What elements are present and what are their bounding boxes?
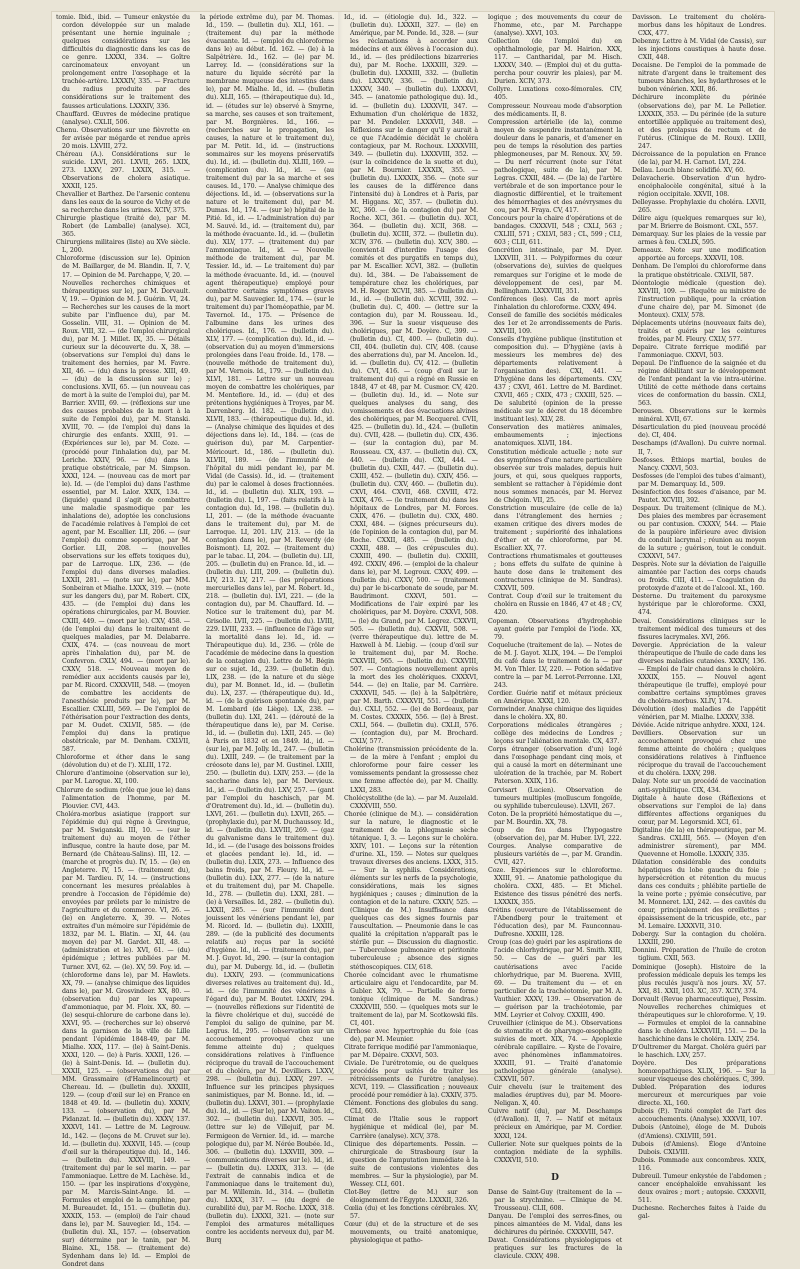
index-entry: Debenny. Lettre à M. Vidal (de Cassis), sur les injections caustiques à haute dose. CXII, 448. [632,38,766,62]
index-entry: Chlorure d'antimoine (observation sur le), par M. Larogue. XI, 100. [56,770,190,786]
index-entry: Depaire. Citrate ferrique modifié par l'ammoniaque. CXXVI, 503. [632,343,766,359]
index-entry: Désarticulation du pied (nouveau procédé de). CI, 404. [632,424,766,440]
index-entry: Dilatation considérable des conduits hépatiques du lobe gauche du foie ; hypersécrétion et rétention du mucus dans ces conduits ; phlébite partielle de la veine porte ; pyémie consécutive, par M. Monneret. LXI, 242. — des cavités du cœur, principalement des oreillettes ; épaississement de la tricuspide, etc., par M. Lemaire. LXXXVII, 310. [632,858,766,931]
index-entry: Denham. De l'emploi du chloroforme dans la pratique obstétricale. CXLVII, 587. [632,263,766,279]
index-entry: Constitution médicale actuelle ; note sur des symptômes d'une nature particulière observée sur trois malades, depuis huit jours, et qui, sous quelques rapports, semblent se rattacher à l'épidémie dont nous sommes menacés, par M. Hervez de Chégoin. VII, 25. [488,448,622,504]
index-entry: Dubois (P.). Traité complet de l'art des accouchements. (Analyse). XXXVII, 107. [632,1108,766,1124]
index-entry: Conservation des matières animales, embaumements ; injections anatomiques. XLVII, 184. [488,424,622,448]
index-entry: Déontologie médicale (question de). XXVIII, 109. — (Requête au ministre de l'instruction publique, pour la création d'une chaire de), par M. Simonet (de Monteux). CXLV, 578. [632,279,766,319]
index-entry: Déplacements utérins (nouveaux faits de), traités et guéris par les ceintures froides, par M. Fleury. CXLV, 577. [632,319,766,343]
index-entry: Dobergy. Sur la contagion du choléra. LXXIII, 290. [632,931,766,947]
index-entry: Depaul. De l'influence de la saignée et du régime débilitant sur le développement de l'enfant pendant la vie intra-utérine. Utilité de cette méthode dans certains vices de conformation du bassin. CXLI, 563. [632,360,766,408]
index-entry: Duchesne. Recherches faites à l'aide du gal- [632,1204,766,1220]
index-entry: Choléra-morbus asiatique (rapport sur l'épidémie du) qui règne à Grevingue, par M. Swiganski. III, 10. — (sur le traitement du) au moyen de l'éther influsque, contre la haute dose, par M. Bernard (de Château-Salins). III, 12. — (marche et progrès du). IV, 15. — (le) en Angleterre. IV, 15. — (traitement du), par M. Tardieu. IV, 14. — (instructions concernant les mesures préalables à prendre à l'occasion de l'épidémie de) envoyées par prélets par le ministre de l'agriculture et du commerce. VI, 26. — (le) en Angleterre. X, 39. — Notes extraites d'un mémoire sur l'épidémie de 1832, par M. L. Blatin. — XI, 44. (au moyen de) par M. Gardet. XII, 48. — (administration et le). XVI, 61. — (du) épidémique ; lettres publiées par M. Turner. XVI, 62. — (le). XV, 59. Foy. id. — (chloroforme dans le), par M. Hawlets. XX, 79. — (analyse chimique des liquides dans le), par M. Grosvindeer. XX, 80. — (observation du) par les vapeurs d'ammoniaque, par M. Floix. XX, 80. — (le) sesqui-chlorure de carbone dans le). XXVI, 95. — (recherches sur le) observé dans la garnison de la ville de Lille pendant l'épidémie 1848-49, par M. Mialhe. XXX, 117. — (le) à Saint-Denis. XXXI, 120. — (le) à Paris. XXXII, 126. — (le) à Saint-Denis. Id. — (bulletin du). XXXII, 125. — (observations du) par MM. Grassmaire (d'Hamelincourt) et Chereau. Id. — (bulletin du). XXXIII, 129. — (coup d'œil sur le) en France en 1848 et 49. Id. — (bulletin du). XXXIV, 133. — (observation du), par M. Pidanzat. Id. — (bulletin du). XXXV, 137. XXXVI, 141. — Lettre de M. Legrouw. Id., 142. — (leçons de M. Cruvet sur le). Id. — (bulletin du). XXXVII, 145. — (coup d'œil sur la thérapeutique du). Id., 146. — (bulletin du). XXXVIII, 149. — (traitement du) par le sel marin. — par l'ammoniaque. Lettre de M. Lachèse. Id., 150. — (par les inspirations d'oxygène, par M. Marcis-Saint-Ange. Id. — Formules et emploi de la camphine, par M. Bureaudet. Id., 151. — (bulletin du). XXXIX, 153. — (emploi) de l'air chaud dans le), par M. Sauvegier. Id., 154. — (bulletin du). XL, 157. — (observation sur) détermine par le tanin, par M. Blaine. XL, 158. — (traitement de) Sydenham dans le) Id. — Emploi de Gondret dans [56,810,190,1269]
index-entry: Déchirure incomplète du périnée (observations de), par M. Le Pelletier. LXXXIX, 353. — Du périnée (de la suture entortillée appliquée au traitement des), et des prolapsus de rectum et de l'utérus. (Clinique de M. Roux). LXIII, 247. [632,94,766,150]
index-entry: Cuir chevelu (sur le traitement des maladies éruptives du), par M. Moore-Neligan. X, 40. [488,1084,622,1108]
index-entry: Contrat. Coup d'œil sur le traitement du choléra en Russie en 1846, 47 et 48 ; CV, 420. [488,593,622,617]
index-entry: Digitaline (de la) en thérapeutique, par M. Sandras. CXLIII, 565. — (Moyen d'en administrer sûrement), par MM. Quevenne et Homolle. LXXXIV, 335. [632,826,766,858]
index-entry: Cuivre natif (du), par M. Deschamps (d'Avallon). II, 7. — Natif et métaux précieux en Amérique, par M. Cordier. XXXI, 124. [488,1108,622,1140]
index-entry: D'Oultremer du Margat. Choléra guéri par le haschich. LXV, 257. [632,1044,766,1060]
index-entry: Chorée coïncidant avec le rhumatisme articulaire aigu et l'endocardite, par M. Gubler. XX, 79. — Partielle de forme tonique (climique de M. Sandras.) CXXXVIII, 550. — (quelques mots sur le traitement de la), par M. Scotkowski fils. CI, 401. [344,971,478,1027]
index-entry: Climat de l'Italie sous le rapport hygiénique et médical (le), par M. Carrière (analyse). XCV, 378. [344,1116,478,1140]
index-entry: Cholécystolithe (de la). — par M. Auzelald. CXXXVIII, 550. [344,794,478,810]
index-entry: Coup de feu dans l'hypogastre (observation de), par M. Huber. LVI, 222. [488,826,622,842]
index-entry: Derousen. Observations sur le kermès minéral. XVII, 67. [632,408,766,424]
index-entry: Chirurgiens militaires (liste) au XVe siècle. L, 200. [56,239,190,255]
index-entry: Cirrhose avec hypertrophie du foie (cas de), par M. Meunier. [344,1027,478,1043]
index-entry: Conseil de famille des sociétés médicales des 1er et 2e arrondissements de Paris. XXVIII, 109. [488,311,622,335]
index-column-5 [632,14,766,1220]
index-entry: Cœlia (du) et les fonctions cérébrales. XV, 57. [344,1204,478,1220]
index-entry: Crétins (ouverture de l'établissement de l'Abendberg pour le traitement et l'éducation des), par M. Faunconnau-Dufresne. XXXIII, 128. [488,907,622,939]
index-entry: Desinfection des fosses d'aisance, par M. Pautet. XCVIII, 392. [632,488,766,504]
index-entry: Chevallier et Barthez. De l'arsenic contenu dans les eaux de la source de Vichy et de sa recherche dans les urines. XCIV, 375. [56,191,190,215]
index-entry: Déviée. Acide nitrique anhydre. XXXI, 124. [632,722,766,730]
index-entry: Demarquay. Sur les plaies de la vessie par armes à feu. CXLIX, 595. [632,231,766,247]
index-entry: Dorvault (Revue pharmaceutique), Pessim. Nouvelles recherches chimiques et thérapeutiques sur le chloroforme. V, 19. — Formules et emploi de la cannabine dans le choléra. LXXXVIII, 151. — De la haschichine dans le choléra. LXIV, 254. [632,995,766,1043]
index-entry: Desfosses. Éthiops martial, boules de Nancy. CXXVI, 503. [632,456,766,472]
index-entry: Collyre. Luxations coxo-fémorales. CIV, 405. [488,86,622,102]
index-column-3 [344,14,478,1245]
index-entry: Dominique (Joseph). Histoire de la profession médicale depuis les temps les plus reculés jusqu'à nos jours. XV, 57. XXI, 81. XXII, 103. XC, 357. XCIV, 374. [632,963,766,995]
index-entry: Devai. Considérations cliniques sur le traitement médical des tumeurs et des fissures lacrymales. XVI, 266. [632,617,766,641]
index-entry: Concours pour la chaire d'opérations et de bandages. CXXXVII, 548 ; CXLI, 563 ; CXLIII, 571 ; CXLVI, 583 ; CL, 599 ; CLI, 603 ; CLII, 611. [488,215,622,247]
index-entry: Digitale à haute dose (Réflexions et observations sur l'emploi de la) dans différentes affections organiques du cœur, par M. Legorsmid. XCI, 61. [632,794,766,826]
index-entry: Delavacherie. Observation d'un hydro-encéphalocèle congénital, situé à la région occipitale. XXVII, 108. [632,174,766,199]
index-entry: Chéreau (A.). Considérations sur le suicide. LXVI, 261. LXVII, 265. LXIX, 273. LXXV, 297. LXXIX, 315. — Observations de cholera asiatique. XXXII, 125. [56,150,190,190]
index-entry: Cruveilhier (clinique de M.). Observations de stomatite et de pharyngo-œsophagite suivies de mort. XIX, 74. — Apoplexie cérébrale capillaire. — Kyste de l'ovaire, avec phénomènes inflammatoires. XXXIII, 91. — Traité d'anatomie pathologique générale (analyse). CXXVII, 507. [488,1019,622,1084]
index-entry: Danse de Saint-Guy (traitement de la — par la strychnine. — Clinique de M. Trousseau). CLII, 608. [488,1188,622,1212]
index-column-1 [56,14,190,1269]
index-entry: la période extrême du), par M. Thomas. Id., 159. — (bulletin du). XLI, 161. — (traitement du) par la méthode évacuante. Id. — (emploi du chloroforme dans le) au début. Id. 162. — (le) à la Salpêtrière. Id., 162. — (le) par M. Larrey. Id. — (considérations sur la nature du liquide sécrété par la membrane muqueuse des intestins dans le), par M. Mialhe. Id., id. — (bulletin du). XLII, 165. — (thérapeutique du). Id., id. — (études sur le) observé à Smyrne, sa marche, ses causes et son traitement, par M. Borgnières. Id., 166. — (recherches sur le propagation, les causes, la nature et le traitement du), par M. Petit. Id., id. — (instructions sommaires sur les moyens préservatifs du). Id., id. — (bulletin du). XLIII, 169. — (complication du). Id., id. — (au traitement du) par la sa marche et ses causes. Id., 170. — Analyse chimique des déjections. Id., id. — (observations sur la nature et le traitement du), par M. Dumas. Id., 174. — (sur le) hôpital de la Pitié. Id., id. — L'administration du) par M. Sauvé. Id., id. — (traitement du), par la méthode évacuante. Id., id. — (bulletin du). XLV, 177. — (traitement du) par l'ammoniaque. Id., id. — Nouvelle méthode de traitement du), par M. Tessier. Id., id. — Le traitement du) par la méthode évacuante. Id., id. — (nouvel agent thérapeutique) employé pour combattre certains symptômes graves du), par M. Sauvegier. Id., 174. — (sur le traitement du) par l'homéopathie, par M. Tavernol. Id., 175. — Présence de l'albumine dans les urines des cholériques. Id., 176. — (bulletin du). XLV, 177. — (complication du). Id., id. — (observation du) au moyen d'immersions prolongées dans l'eau froide. Id., 178. — (nouvelle méthode de traitement du), par M. Vernois. Id., 179. — (bulletin du). XLVI, 181. — Lettre sur un nouveau moyen de combattre les cholériques, par M. Mentefiore. Id., id. — (du) et des prétentions hygiéniques à Troyes, par M. Darrenberg. Id. 182. — (bulletin du). XLVII, 183. — (thérapeutique du). Id., id. — (Analyse chimique des liquides et des déjections dans le). Id., 184. — (cas de guérison du), par M. Carpentier-Méricourt. Id., 186. — (bulletin du). XLVIII, 189. — (de l'immunité de l'hôpital du midi pendant le), par M. Vidal (de Cassis). Id., id. — (traitement du) par le calomel à doses fractionnées. Id., id. — (bulletin du). XLIX, 193. — (bulletin du). L, 197. — (faits relatifs à la contagion du). Id., 198. — (bulletin du). LI, 201. — (de la méthode évacuante dans le traitement du), par M. de Larroque. LI, 201. LIV, 213. — (de la contagion dans le), par M. Reverdy (de Boismont). LI, 202. — (traitement du) par le tabac. LI, 204. — (bulletin du). LII, 205. — (bulletin du) en France. Id., id. — (bulletin du). LIII, 209. — (bulletin du). LIV, 213. LV, 217. — (les préparations mercurielles dans le), par M. Robert. Id., 218. — (bulletin du). LVI, 221. — (de la contagion du), par M. Chauffard. Id. — Notice sur le traitement du), par M. Grisolle. LVII, 225. — (bulletin du). LVIII, 229. LVIII, 233. — (influence de l'âge sur la mortalité dans le). Id., id. — Thérapeutique du). Id., 236. — (rôle de l'académie de médecine dans la question de la contagion du). Lettre de M. Bégin sur ce sujet. Id., 239. — (bulletin du). LIX, 238. — (de la nature et du siège du), par M. Bonnet. Id., id. — (bulletin du). LX, 237. — (thérapeutique du). Id., id. — (de la guérison spontanée du), par M. Lombard (de Liège). LX, 238. — (bulletin du). LXI, 241. — (dérouté de la thérapeutique dans le), par M. Cerise. Id., id. — (bulletin du). LXII, 245. — (le) à Paris en 1832 et en 1849. Id., id. — (sur le), par M. Jolly. Id., 247. — (bulletin du). LXIII, 249. — (le traitement par la créosote dans le), par M. Gustinel. LXIII, 250. — (bulletin du). LXIV, 253. — (de la saccharine dans le), par M. Dervieux. Id., id. — (bulletin du). LXV, 257. — (gant par l'emploi du haschisch, par M. d'Oratrement du). Id., id. — (bulletin du). LXVI, 261. — (bulletin du). LXVII, 265. — (prophylaxie du), par M. Duchaussoy. Id., id. — (bulletin du). LXVIII, 269. — (gaz du galvanisme dans le traitement du). Id., id. — (de l'usage des boissons froides et glacées pendant le). Id., id. — (bulletin du). LXIX, 273. — Influence des bains froids, par M. Fleury. Id., id. — (bulletin du). LXX, 277. — (de la nature et du traitement du), par M. Chapelle. Id., 278. — (bulletin du). LXXI, 281. — (le) à Versailles. Id., 282. — (bulletin du). LXXII, 285. — (sur l'immunité dont jouissent les vénériens pendant le), par M. Ricord. Id. — (bulletin du). LXXIII, 289. — (de la publicité des documents relatifs au) reçus par la société d'hygiène. Id., id. — (traitement du), par M. J. Guyot. Id., 290. — (sur la contagion du), par M. Dubergy. Id., id. — (bulletin du). LXXIV, 293. — (communications diverses relatives au traitement du). Id., id. — (de l'immunité des vénériens à l'égard du), par M. Boutet. LXXIV, 294. — (nouvelles réflexions sur l'identité de la fièvre cholérique et du), succédé de l'emploi du saligo de quinine, par M. Legrus. Id., 295. — (observation sur un accouchement provoqué chez une femme atteinte du) ; quelques considérations relatives à l'influence réciproque du travail de l'accouchement et du choléra, par M. Devilliers. LXXV, 298. — (bulletin du). LXXV, 297. — Influence sur les principes physiques sanimistiques, par M. Bonne. Id., id. — (bulletin du). LXXVI, 301. — (prophylaxie du). Id., id. — (Sur le), par M. Vaiton. Id., 302. — (bulletin du). LXXVII, 305. — (lettre sur le) de Villejuif, par M. Fermigeon de Vernier. Id., id. — marche pologique du), par M. Nérée Boubée. Id., 306. — (bulletin du). LXXVIII, 309. — (communications diverses sur le). Id., id. — (bulletin du). LXXIX, 313. — (de l'extrait de cannabis indica et de l'ammoniaque dans le traitement du), par M. Willemin. Id., 314. — (bulletin du). LXXX, 317. — (du degré de curabilité du), par M. Roche. LXXX, 318. (bulletin du). LXXXI, 321. — (note sur l'emploi des armatures métalliques contre les accidents nerveux du), par M. Burq [200,14,334,1245]
index-entry: Collection (de l'emploi du) en ophthalmologie, par M. Hairion. XXX, 117. — Cantharidal, par M. Hisch. LXXXV, 340. — (Emploi du) et du gutta-percha pour couvrir les plaies), par M. Durien. XCIV, 373. [488,38,622,86]
index-entry: Desprès. Note sur la déviation de l'aiguille aimantée par l'action des corps chauds ou froids. CIII, 411. — Coagulation du protoxyde d'azote et de l'alcool. XL, 160. [632,561,766,593]
index-entry: Chloroforme (discussion sur le). Opinion de M. Baillarger, de M. Blandin. II, 7. V, 17. — Opinion de M. Parchappe, V, 20. — Nouvelles recherches chimiques et thérapeutiques sur le), par M. Dorvault. V, 19. — Opinion de M. J. Guérin. VI, 24. — Recherches sur les causes de la mort subite par l'influence du), par M. Gosselin. VIII, 31. — Opinion de M. Roux. VIII, 32. — (de l'emploi chirurgical du), par M. J. Millet. IX, 35. — Détails curieux sur la découverte du. X, 38. — (observations sur l'emploi du) dans le traitement des hernies, par M. Favre. XII, 46. — (du) dans la presse. XIII, 49. — (du) de la discussion sur le) ; conclusions. XVII, 65. — (un nouveau cas de mort à la suite de l'emploi du), par M. Barrier. XVIII, 69. — (réflexions sur une des causes probables de la mort à la suite de l'emploi du), par M. Stanski. XVIII, 70. — (de l'emploi du) dans la chirurgie des enfants. XXIII, 91. — (Expériences sur le), par M. Coze. — (procédé pour l'inhalation du), par M. Leriche. XXIV, 96. — (du) dans la pratique obstétricale, par M. Simpson. XXXI, 124. — (nouveau cas de mort par le). Id. — (de l'emploi du) dans l'asthme essentiel, par M. Lalor. XXIX, 134. — (liquide) quand il s'agit de combattre une maladie spasmodique par les inhalations de), adoptée les conclusions de l'académie relatives à l'emploi de cet agent, par M. Escallier. LII, 206. — (sur l'emploi) du comme soporique, par M. Gorlier. LII, 208. — (nouvelles observations sur les effets toxiques du), par de Larroque. LIX, 236. — (de l'emploi du) dans diverses maladies. LXXII, 281. — (note sur le), par MM. Sonbeiran et Mialhe. LXXX, 319. — (note sur les dangers du), par M. Robert. CIX, 435. — (de l'emploi du) dans les opérations chirurgicales, par M. Bouvier. CXIII, 449. — (mort par le). CXV, 458. — (de l'emploi du) dans le traitement de quelques maladies, par M. Delabarre. CXIX, 474. — (cas nouveau de mort après l'inhalation du), par M. de Confevron. CXLV, 494. — (mort par le). CXXV, 518. — Nouveau moyen de remédier aux accidents causés par le), par M. Ricord. CXXXVIII, 548. — (moyen de combattre les accidents de l'anesthésie produits par le), par M. Escallier. CXLIII, 569. — De l'emploi de l'éthérisation pour l'extraction des dents, par M. Oudet. CXLVII, 585. — (de l'emploi du) dans la pratique obstétricale, par M. Denham. CXLVII, 587. [56,255,190,754]
index-entry: Deschamps (d'Avallon). Du cuivre normal. II, 7. [632,440,766,456]
index-entry: Dévolution (des) maladies de l'appétit vénérien, par M. Mialhe. LXXXV, 338. [632,706,766,722]
index-entry: Decaisne. De l'emploi de la pommade de nitrate d'argent dans le traitement des tumeurs blanches, les hydarthroses et le bubon vénérien. XXII, 86. [632,62,766,94]
index-entry: Davisson. Le traitement du choléra-morbus dans les hôpitaux de Londres. CXX, 477. [632,14,766,38]
index-entry: Concrétion intestinale, par M. Dyer. LXXVIII, 311. — Polypiformes du cœur (observations de), suivies de quelques remarques sur l'origine et le mode de développement de ces), par M. Bellingham. LXXXVIII, 351. [488,247,622,295]
index-entry: Coqueluche (traitement de la). — Notes de de M. J. Gayot. XLIX, 194. — De l'emploi du café dans le traitement de la — par M. Von Thler. LV, 220. — Potion sédative contre la — par M. Lerrot-Perronne. LXI, 243. [488,641,622,689]
index-entry: Clinique des départements. Pessin. — chirurgicale de Strasbourg (sur la question de l'amputation immédiate à la suite de contusions violentes des membres. — Sur la physiologie), par M. Wessey. CLI, 601. [344,1140,478,1188]
index-entry: Chirurgie plastique (traité de), par M. Robert (de Lamballe) (analyse). XCI, 365. [56,215,190,239]
index-entry: Desterne. Du traitement du paroxysme hystérique par le chloroforme. CXXI, 474. [632,593,766,617]
index-entry: Copeman. Observations d'hydrophobie ayant guérie par l'emploi de l'iode. XX, 79. [488,617,622,641]
index-entry: Dellau. Louch blanc solidifié. XV, 60. [632,166,745,174]
index-page [52,12,774,1269]
index-entry: Contractions rhumatismales et goutteuses ; bons effets du sulfate de quinine à haute dose dans le traitement des contractures (clinique de M. Sandras). CXXVII, 509. [488,553,622,593]
index-entry: Devergie. Appréciation de la valeur thérapeutique de l'huile de cade dans les diverses maladies cutanées. XXXIV, 136. — Emploi de l'air chaud dans le choléra. XXXIX, 155. — Nouvel agent thérapeutique (le truffe), employé pour combattre certains symptômes graves du choléra-morbus. XLIV, 174. [632,641,766,705]
index-entry: Corps étranger (observation d'un) logé dans l'œsophage pendant cinq mois, et qui a causé la mort en déterminant une ulcération de la trachée, par M. Robert Paterson. XXIX, 116. [488,746,622,786]
index-entry: Demeaux. Note sur une modification apportée au forceps. XXXVII, 108. [632,247,766,263]
index-entry: Délire aigu (quelques remarques sur le), par M. Brierre de Boismont. CXL, 557. [632,215,766,231]
index-column-4 [488,14,622,1261]
index-entry: Chloroforme et éther dans le sang (dévolution du) et de l'). XLIII, 172. [56,754,190,770]
index-entry: Compression artérielle (de la), comme moyen de suspendre instantanément la douleur dans le panaris, et d'amener en peu de temps la résolution des parties phlegmoneuses, par M. Renoux. XV, 59. — Du nerf récurrent (note sur l'état pathologique, suite de la), par M. Legras. CXXII, 484. — (De la) de l'artère vertébrale et de son importance pour le diagnostic différentiel, et le traitement des hémorrhagies et des anévrysmes du cou, par M. Fraya. CV, 417. [488,118,622,215]
index-entry: Dubled. Préparation des iodures mercureux et mercuriques par voie directe. XL, 160. [632,1084,766,1108]
index-entry: logique ; des mouvements du cœur de l'homme, etc., par M. Parchappe (analyse). XXVI, 103. [488,14,622,38]
index-entry: Courges. Analyse comparative de plusieurs variétés de —, par M. Grandin. CVII, 427. [488,842,622,866]
index-entry: Delleyasse. Prophylaxie du choléra. LXVII, 265. [632,199,766,215]
index-entry: Id., id. — (étiologie du). Id., 322. — (bulletin du). LXXXII, 327. — (le) en Amérique, par M. Ponde. Id., 328. — (sur les réclamations à accorder aux médecins et aux élèves à l'occasion du). Id., id. — (les prédilections bizarreries du), par M. Roche. LXXXIII, 329. — (bulletin du). LXXXIII, 332. — (bulletin du). LXXXIV, 336. — (bulletin du). LXXXV, 340. — (bulletin du). LXXXVI, 345. — (anatomie pathologique du). Id., id. — (bulletin du). LXXXVII, 347. — Exhumation d'un cholérique de 1832, par M. Pendeler. LXXXVII, 348. — Réflexions sur le danger qu'il y aurait à ce que l'Académie décidât le choléra contagieux, par M. Rochoux. LXXXVIII, 349. — (bulletin du). LXXXVIII, 352. — (sur la coïncidence de la suette et du), par M. Bournier. LXXXIX, 355. — (bulletin du). LXXXIX, 356. — (note sur les causes de la différence dans l'intensité du) à Londres et à Paris, par M. Higgans. XC, 357. — (bulletin du). XC, 360. — (de la contagion du) par M. Roche. XCI, 361. — (bulletin du). XCI, 364. — (bulletin du). XCII, 368. — (bulletin du). XCIII, 372. — (bulletin du). XCIV, 376. — (bulletin du). XCV, 380. — (convient-il d'interdire l'usage des comités et des purgatifs en temps du), par M. Escallier. XCVI, 382. — (bulletin du). Id., 384. — De l'abaissement de température chez les cholériques, par M. H. Roger. XCVII, 385. — (bulletin du). Id., id. — (bulletin du). XCVIII, 392. — (bulletin du). C, 400. — (lettre sur la contagion du), par M. Rousseau. Id., 396. — Sur la sueur visqueuse des cholériques, par M. Doyère. C, 399. — (bulletin du). CI, 400. — (bulletin du). CII, 404. (bulletin du). CIV, 408. (cause des aberrations du), par M. Ancelon. Id., id. — (bulletin du). CV, 412. — (bulletin du). CVI, 416. — (coup d'œil sur le traitement du) qui a régné en Russie en 1848, 47 et 48, par M. Cusmor. CV, 420. — (bulletin du). Id., id. — Note sur quelques analyses du sang, des vomissements et des évacuations alvines des cholériques, par M. Becquerel. CVII, 425. — (bulletin du). Id., 424. — (bulletin du). CVII, 428. — (bulletin du). CIX, 436. — (sur la contagion du), par M. Rousseau. CX, 437. — (bulletin du). CX, 440. — (bulletin du). CXI, 444. — (bulletin du). CXII, 447. — (bulletin du). CXIII, 452. — (bulletin du). CXIV, 456. — (bulletin du). CXV, 460. — (bulletin du). CXVI, 464. CXVII, 468. CXVIII, 472. CXIX, 476. — (le traitement du) dans les hôpitaux de Londres, par M. Forces. CXIX, 476. — (bulletin du). CXX, 480. CXXI, 484. — (signes précurseurs du). (de l'opinion de la contagion du), par M. Roche. CXXII, 485. — (bulletin du). CXXII, 488. — (les crépuscules du). CXXIII, 490. — (bulletin du). CXXIII, 492. CXXIV, 496. — (emploi de la chaleur dans le), par M. Legroux. CXXV, 499. — (bulletin du). CXXV, 500. — (traitement du) par le bi-carbonate de soude, par M. Baudrimont. CXXVI, 501. — Modifications de l'air expiré par les cholériques, par M. Doyère. CXXVI, 508. — (le) du Grand, par M. Legrez. CXXVII, 505. — (bulletin du). CXXVII, 508. — (verre thérapeutique du). lettre de M. Haxwell à M. Liebig. — (coup d'œil sur le traitement du), par M. Roche. CXXVIII, 565. — (bulletin du). CXXVIII, 507. — Contagions nouvellement après la mort des les cholériques. CXXXVI, 544. — (le) en Italie, par M. Carrière. CXXXVII, 545. — (le) à la Salpêtrière, par M. Barth. CXXXVII, 551. — (bulletin du). CXLI, 552. — (le) de Bordeaux, par M. Costes. CXXXIX, 556. — (le) à Brest. CXLI, 564. — (bulletin du). CXLII, 576. — (contagion du), par M. Brochard. CXLV, 577. [344,14,478,746]
index-entry: Cornwinder. Analyse chimique des liquides dans le choléra. XX, 80. [488,706,622,722]
index-entry: Danyau. De l'emploi des serres-fines, ou pinces aimantées de M. Vidal, dans les déchirures du périnée. CXXXVIII, 547. [488,1212,622,1236]
index-entry: Corvisart (Lucien). Observation de tumeurs multiples (molluscum fongoïde, ou syphilide tuberculeuse). LXVII, 267. [488,786,622,810]
index-entry: Despaux. Du traitement (clinique de M.). Des plaies des membres par écrasement ou par contusion. CXXXV, 544. — Plaie de la paupière inférieure avec division du conduit lacrymal ; réunion au moyen de la suture ; guérison, tout le conduit. CXXXVI, 547. [632,504,766,561]
index-entry: Citrate ferrique modifié par l'ammoniaque, par M. Dépaire. CXXVI, 503. [344,1044,478,1060]
index-entry: Dalay. Note sur un procédé de vaccination anti-syphilitique. CIX, 434. [632,778,766,794]
index-entry: Conférences (les). Cas de mort après l'inhalation du chloroforme. CXXV, 494. [488,295,622,311]
index-entry: Dubois (Antoine), éloge de M. Dubois (d'Amiens). CXLVIII, 591. [632,1124,766,1140]
index-entry: Chorée (clinique de M.). — considération sur la nature, le diagnostic et le traitement de la phlegmasie sèche tétanique. I, 3. — Leçons sur le choléra. XXIV, 101. — Leçons sur la rétention d'urine. XL, 159. — Notes sur quelques travaux diverses des anciens. LXXX, 315. — Sur la syphilis. Considérations, éléments sur les nerfs de la psychologie, considérations, mais les signes hygiéniques ; causes ; diminution de la contagion et de la nature. CXXIV, 525. — (Clinique de M.) Insuffisance dans quelques cas des signes fournis par l'auscultation. — Pneumonie dans le cas qualité la crépitation n'apparaît pas le stérile pur. — Discussion du diagnostic. — Tuberculose pulmonaire et péritonite tuberculeuse ; absence des signes stéthoscopiques. CLV, 618. [344,810,478,971]
index-entry: Chlorure de sodium (rôle que joue le) dans l'alimentation de l'homme, par M. Plouvier. CVI, 443. [56,786,190,810]
index-entry: Cordier. Guérie natif et métaux précieux en Amérique. XXXI, 120. [488,689,622,705]
index-entry: Chenu. Observations sur une fièvrette en fer avisée par mégarde et rendue après 20 mois. LXVIII, 272. [56,126,190,150]
index-entry: Croup (cas de) guéri par les aspirations de l'acide chlorhydrique, par M. Smith. XIII, 50. — Cas de — guéri par les cautérisations avec l'acide chlorhydrique, par M. Buerena. XVIII, 69. — Du traitement du — et en particulier de la trachéotomie, par M. A. Vauthier. XXXV, 139. — Observation de — guérison par la trachéotomie, par MM. Leyrier et Colvoy. CXXIII, 490. [488,939,622,1019]
index-entry: Décroissance de la population en France (de la), par M. H. Carnot. LVI, 224. [632,150,766,166]
index-entry: Desfosses (de l'emploi des tubes d'aimant), par M. Demarquay. Id., 509. [632,472,766,488]
index-entry: Chauffard. Œuvres de médecine pratique (analyse). CXLII, 506. [56,110,190,126]
index-entry: Doyère. Des préparations homœopathiques. XLIX, 196. — Sur la sueur visqueuse des cholériques. C, 399. [632,1060,766,1084]
index-entry: Donnini. Préparation de l'huile de croton tiglium. CXII, 563. [632,947,766,963]
index-entry: Constriction musculaire (de celle de la) dans l'étranglement des hernies ; examen critique des divers modes de traitement ; supériorité des inhalations d'éther et de chloroforme, par M. Escallier. XX, 77. [488,504,622,553]
index-entry: Davat. Considérations physiologiques et pratiques sur les fractures de la clavicule. CXXV, 498. [488,1236,622,1261]
page-gutter [338,12,343,1074]
index-entry: Conseils d'hygiène publique (institution et composition du). — D'hygiène (avis à messieurs les membres de) des départements relativement à l'organisation des). CXI, 441. — D'hygiène dans les départements. CXV, 437 ; CXVI, 461. Lettre de M. Bardinet. CXVII, 465 ; CXIX, 473 ; CXXIII, 525. — De salubrité (opinion de la presse médicale sur le décret du 18 décembre instituant les). XLV, 28. [488,335,622,424]
index-entry: Dubois (d'Amiens). Éloge d'Antoine Dubois. CXLVIII. [632,1140,766,1156]
index-entry: Devilliers. Observation sur un accouchement provoqué chez une femme atteinte de choléra ; quelques considérations relatives à l'influence réciproque du travail de l'accouchement et du choléra. LXXV, 298. [632,730,766,778]
index-entry: Compresseur. Nouveau mode d'absorption des médicaments. II, 8. [488,102,622,118]
index-entry: Cholérine (transmission précédente de la. — de la mère à l'enfant ; emploi du chloroforme pour faire cesser les vomissements pendant la grossesse chez une femme affectée de), par M. Chailly. LXXI, 283. [344,746,478,794]
index-column-2 [200,14,334,1245]
index-entry: Corporations médicales étrangères ; collège des médecins de Londres ; leçons sur l'aliénation mentale. CX, 437. [488,722,622,746]
section-letter: D [551,1172,559,1183]
index-entry: Cullerier. Note sur quelques points de la contagion médiate de la syphilis. CXXXVII, 510. [488,1140,622,1164]
index-entry: Dubreuil. Tumeur enkystée de l'abdomen ; cancer encéphaloïde envahissant les deux ovaires ; mort ; autopsie. CXXXVII, 511. [632,1172,766,1204]
index-entry: Clément. Fonctions des globules du sang. CLI, 603. [344,1100,478,1116]
index-entry: Coton. De la propriété hémostatique du —, par M. Bourdin. XX, 78. [488,810,622,826]
index-entry: tomie. Ibid., ibid. — Tumeur enkystée du cordon développée sur un malade présentant une hernie inguinale ; quelques considérations sur les difficultés du diagnostic dans les cas de ce genre. LXXXI, 334. — Goître carcinomateux envoyant un prolongement entre l'œsophage et la trachée-artère. LXXXIV, 335. — Fracture du radius produite par des considérations sur le traitement des fausses articulations. LXXXIV, 336. [56,14,190,110]
index-entry: Coze. Expériences sur le chloroforme. XXIII, 91. — Anatomie pathologique du choléra. CXXI, 485. — Et Michel. Existence des tissus pénétré des nerfs. LXXXIX, 355. [488,866,622,907]
index-entry: Clot-Bey (lettre de M.) sur son éloignement de l'Égypte. LXXXII, 326. [344,1188,478,1204]
index-entry: Dubois. Pommade aux concombres. XXIX, 116. [632,1156,766,1172]
index-entry: Cœur (du) et de la structure et de ses mouvements, ou traité anatomique, physiologique et patho- [344,1221,478,1245]
index-entry: Civiale. De l'urétrotomie, ou de quelques procédés pour usités de traiter les rétrécissements de l'urètre (analyse). XCVI, 119. — Classification ; nouveaux procédé pour remédier à la). CXXIV, 375. [344,1060,478,1100]
